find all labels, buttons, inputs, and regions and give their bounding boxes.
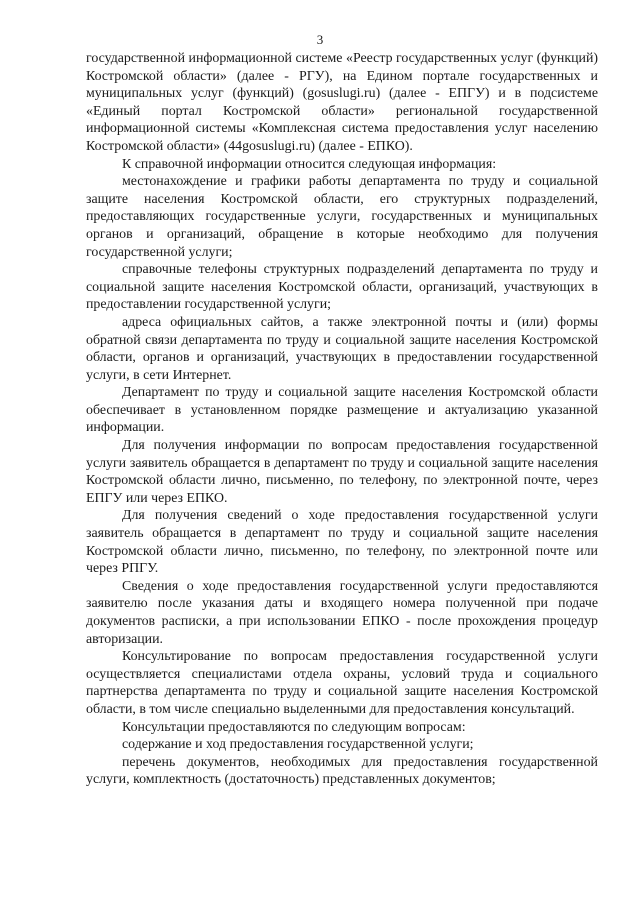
paragraph-obtaining-information: Для получения информации по вопросам предоставления государственной услуги заявитель обращается в департамент по труду и социальной защите населения Костромской области лично, письменно, по телефону, по электронной почте, через ЕПГУ или через ЕПКО.	[86, 438, 598, 506]
paragraph-official-sites: адреса официальных сайтов, а также электронной почты и (или) формы обратной связи департамента по труду и социальной защите населения Костромской области, органов и организаций, участвующих в предоставлении государственной услуги, в сети Интернет.	[86, 314, 598, 383]
paragraph-consultation-topics-intro: Консультации предоставляются по следующим вопросам:	[122, 719, 466, 735]
list-item-documents-list: перечень документов, необходимых для предоставления государственной услуги, комплектность (достаточность) представленных документов;	[86, 754, 598, 788]
paragraph-department-ensures: Департамент по труду и социальной защите населения Костромской области обеспечивает в установленном порядке размещение и актуализацию указанной информации.	[86, 385, 598, 436]
paragraph-location-schedules: местонахождение и графики работы департамента по труду и социальной защите населения Костромской области, его структурных подразделений, предоставляющих государственные услуги, государственных и муниципальных органов и организаций, обращение в которые необходимо для получения государственной услуги;	[86, 174, 598, 260]
document-body	[86, 50, 598, 789]
paragraph-reference-phones: справочные телефоны структурных подразделений департамента по труду и социальной защите населения Костромской области, организаций, участвующих в предоставлении государственной услуги;	[86, 262, 598, 313]
page-number: 3	[316, 32, 324, 47]
paragraph-consulting: Консультирование по вопросам предоставления государственной услуги осуществляется специалистами отдела охраны, условий труда и социального партнерства департамента по труду и социальной защите населения Костромской области, в том числе специально выделенными для предоставления консультаций.	[86, 649, 598, 717]
paragraph-reference-info-intro: К справочной информации относится следующая информация:	[122, 156, 497, 172]
list-item-service-content: содержание и ход предоставления государственной услуги;	[122, 737, 474, 753]
paragraph-rgu-epgu-epko: государственной информационной системе «Реестр государственных услуг (функций) Костромской области» (далее - РГУ), на Едином портале государственных и муниципальных услуг (функций) (gosuslugi.ru) (далее - ЕПГУ) и в подсистеме «Единый портал Костромской области» региональной государственной информационной системы «Комплексная система предоставления услуг населению Костромской области» (44gosuslugi.ru) (далее - ЕПКО).	[86, 51, 598, 154]
paragraph-progress-information: Для получения сведений о ходе предоставления государственной услуги заявитель обращается в департамент по труду и социальной защите населения Костромской области лично, письменно, по телефону, по электронной почте или через РПГУ.	[86, 508, 598, 577]
paragraph-progress-details: Сведения о ходе предоставления государственной услуги предоставляются заявителю после указания даты и входящего номера полученной при подаче документов расписки, а при использовании ЕПКО - после прохождения процедур авторизации.	[86, 578, 598, 647]
